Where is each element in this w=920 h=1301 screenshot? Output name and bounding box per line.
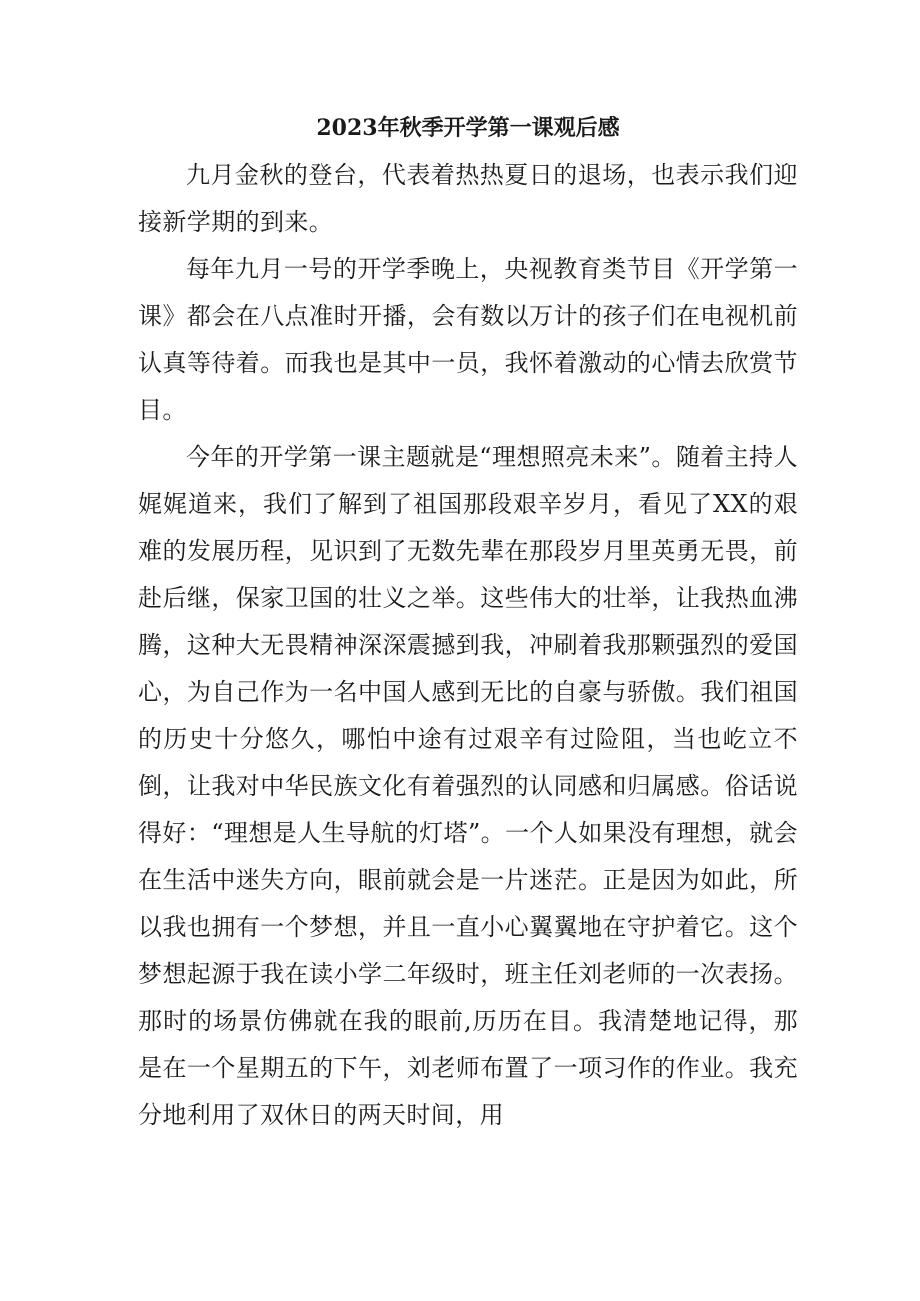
document-page — [138, 108, 798, 1139]
paragraph-3: 今年的开学第一课主题就是“理想照亮未来”。随着主持人娓娓道来，我们了解到了祖国那段艰辛岁月，看见了XX的艰难的发展历程，见识到了无数先辈在那段岁月里英勇无畏，前赴后继，保家卫国的壮义之举。这些伟大的壮举，让我热血沸腾，这种大无畏精神深深震撼到我，冲刷着我那颗强烈的爱国心，为自己作为一名中国人感到无比的自豪与骄傲。我们祖国的历史十分悠久，哪怕中途有过艰辛有过险阻，当也屹立不倒，让我对中华民族文化有着强烈的认同感和归属感。俗话说得好：“理想是人生导航的灯塔”。一个人如果没有理想，就会在生活中迷失方向，眼前就会是一片迷茫。正是因为如此，所以我也拥有一个梦想，并且一直小心翼翼地在守护着它。这个梦想起源于我在读小学二年级时，班主任刘老师的一次表扬。那时的场景仿佛就在我的眼前,历历在目。我清楚地记得，那是在一个星期五的下午，刘老师布置了一项习作的作业。我充分地利用了双休日的两天时间，用 — [138, 443, 798, 1129]
paragraph-2: 每年九月一号的开学季晚上，央视教育类节目《开学第一课》都会在八点准时开播，会有数以万计的孩子们在电视机前认真等待着。而我也是其中一员，我怀着激动的心情去欣赏节目。 — [138, 255, 798, 424]
paragraph-1: 九月金秋的登台，代表着热热夏日的退场，也表示我们迎接新学期的到来。 — [138, 161, 798, 236]
document-title: 2023年秋季开学第一课观后感 — [316, 115, 620, 141]
